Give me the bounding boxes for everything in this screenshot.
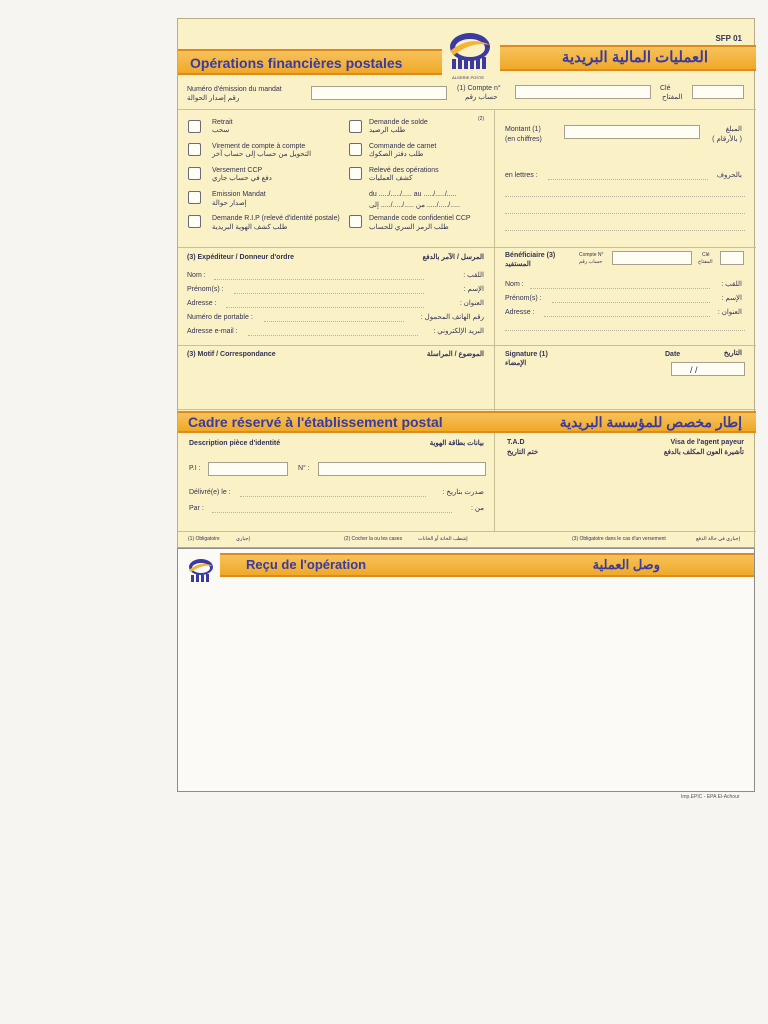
option-commande-carnet: Commande de carnet [369, 143, 437, 150]
option-versement: Versement CCP [212, 167, 263, 174]
compte-label-ar: حساب رقم [465, 94, 498, 101]
exp-adresse-label-ar: العنوان : [459, 300, 484, 307]
option-code-confidentiel: Demande code confidentiel CCP [369, 215, 471, 222]
montant-chiffres-field[interactable] [564, 125, 700, 139]
ben-cle-label-ar: المفتاح [698, 259, 713, 265]
footnote-3-ar: إجباري في حالة الدفع [696, 536, 740, 542]
option-demande-solde-ar: طلب الرصيد [369, 127, 406, 134]
exp-prenom-field[interactable] [234, 293, 424, 294]
ben-adresse-label-ar: العنوان : [717, 309, 742, 316]
mandat-number-label-ar: رقم إصدار الحوالة [187, 95, 240, 102]
receipt-band [220, 553, 754, 577]
footnote-2-ar: إشطب الخانة أو الخانات [418, 536, 468, 542]
signature-label-ar: الإمضاء [505, 360, 527, 367]
operations-note: (2) [478, 116, 485, 122]
montant-label-2: (en chiffres) [505, 136, 542, 143]
receipt-title-ar: وصل العملية [592, 557, 660, 572]
vertical-divider [494, 433, 495, 531]
visa-area[interactable] [618, 461, 746, 525]
date-field[interactable] [671, 362, 745, 376]
pi-field[interactable] [208, 462, 288, 476]
signature-label: Signature (1) [505, 351, 548, 358]
ben-compte-label: Compte N° [579, 252, 604, 258]
par-label-ar: من : [471, 505, 484, 512]
checkbox-emission-mandat[interactable] [188, 191, 201, 204]
option-demande-rip: Demande R.I.P (relevé d'identité postale) [212, 215, 340, 222]
imprint-text: Imp.EPIC - EPA El-Achour [681, 794, 740, 800]
exp-prenom-label: Prénom(s) : [187, 286, 224, 293]
option-demande-rip-ar: طلب كشف الهوية البريدية [212, 224, 288, 231]
vertical-divider [494, 109, 495, 247]
vertical-divider [494, 247, 495, 411]
header-band-right [500, 45, 756, 71]
desc-piece-label: Description pièce d'identité [189, 440, 281, 447]
cle-label-ar: المفتاح [662, 94, 683, 101]
mandat-number-label: Numéro d'émission du mandat [187, 86, 282, 93]
ben-prenom-field[interactable] [552, 302, 710, 303]
option-demande-solde: Demande de solde [369, 119, 428, 126]
checkbox-versement[interactable] [188, 167, 201, 180]
montant-label-ar: المبلغ [725, 126, 742, 133]
montant-label: Montant (1) [505, 126, 541, 133]
checkbox-demande-solde[interactable] [349, 120, 362, 133]
tad-label-ar: ختم التاريخ [507, 449, 539, 456]
option-commande-carnet-ar: طلب دفتر الصكوك [369, 151, 424, 158]
ben-prenom-label-ar: الإسم : [721, 295, 742, 302]
ben-compte-label-ar: حساب رقم [579, 259, 603, 265]
desc-piece-label-ar: بيانات بطاقة الهوية [429, 440, 484, 447]
beneficiaire-title: Bénéficiaire (3) [505, 252, 556, 259]
compte-label: (1) Compte n° [457, 85, 501, 92]
exp-portable-label: Numéro de portable : [187, 314, 253, 321]
beneficiaire-title-ar: المستفيد [505, 261, 531, 268]
ben-cle-field[interactable] [720, 251, 744, 265]
mandat-number-field[interactable] [311, 86, 447, 100]
header-band-left [178, 49, 442, 75]
ben-nom-field[interactable] [530, 288, 710, 289]
pi-number-field[interactable] [318, 462, 486, 476]
checkbox-releve-operations[interactable] [349, 167, 362, 180]
ben-prenom-label: Prénom(s) : [505, 295, 542, 302]
checkbox-virement[interactable] [188, 143, 201, 156]
footnote-2: (2) Cocher la ou les cases [344, 536, 403, 542]
exp-nom-field[interactable] [214, 279, 424, 280]
exp-nom-label: Nom : [187, 272, 206, 279]
cadre-title-ar: إطار مخصص للمؤسسة البريدية [559, 414, 742, 430]
date-label: Date [665, 351, 681, 358]
exp-prenom-label-ar: الإسم : [463, 286, 484, 293]
date-slashes: / / [690, 365, 698, 375]
postal-form [177, 18, 755, 548]
ben-nom-label-ar: اللقب : [721, 281, 742, 288]
motif-title: (3) Motif / Correspondance [187, 351, 276, 358]
exp-email-label: Adresse e-mail : [187, 328, 238, 335]
ben-compte-field[interactable] [612, 251, 692, 265]
lettres-line-2[interactable] [505, 196, 745, 197]
montant-lettres-label: en lettres : [505, 172, 538, 179]
lettres-line-1[interactable] [548, 179, 708, 180]
receipt-section [177, 548, 755, 792]
option-releve-operations-ar: كشف العمليات [369, 175, 413, 182]
option-emission-mandat: Emission Mandat [212, 191, 266, 198]
exp-email-label-ar: البريد الإلكتروني : [433, 328, 484, 335]
option-retrait: Retrait [212, 119, 233, 126]
pi-label: P.I : [189, 465, 201, 472]
par-label: Par : [189, 505, 204, 512]
divider [178, 247, 756, 248]
ben-adresse-label: Adresse : [505, 309, 535, 316]
checkbox-commande-carnet[interactable] [349, 143, 362, 156]
divider [178, 409, 756, 410]
receipt-title: Reçu de l'opération [246, 557, 367, 572]
footnote-3: (3) Obligatoire dans le cas d'un versement [572, 536, 666, 542]
checkbox-code-confidentiel[interactable] [349, 215, 362, 228]
receipt-content-area [182, 583, 750, 787]
exp-adresse-label: Adresse : [187, 300, 217, 307]
period-from-to: du ...../...../..... au ...../...../..... [369, 191, 457, 198]
tad-stamp-area[interactable] [507, 461, 597, 525]
option-emission-mandat-ar: إصدار حوالة [212, 200, 247, 207]
footnote-1-ar: إجباري [236, 536, 250, 542]
delivree-label: Délivré(e) le : [189, 489, 231, 496]
cadre-title: Cadre réservé à l'établissement postal [188, 414, 443, 430]
algerie-poste-logo [442, 27, 498, 83]
exp-nom-label-ar: اللقب : [463, 272, 484, 279]
cle-label: Clé [660, 85, 671, 92]
num-label: N° : [298, 465, 310, 472]
ben-nom-label: Nom : [505, 281, 524, 288]
compte-field[interactable] [515, 85, 651, 99]
divider [178, 345, 756, 346]
cle-field[interactable] [692, 85, 744, 99]
ben-adresse-line-2[interactable] [505, 330, 745, 331]
visa-label-ar: تأشيرة العون المكلف بالدفع [663, 449, 744, 456]
option-versement-ar: دفع في حساب جاري [212, 175, 272, 182]
motif-field[interactable] [187, 363, 485, 405]
option-releve-operations: Relevé des opérations [369, 167, 439, 174]
exp-adresse-field[interactable] [226, 307, 424, 308]
divider [178, 109, 756, 110]
divider [178, 531, 756, 532]
montant-label-ar-2: ( بالأرقام ) [712, 136, 742, 143]
form-code: SFP 01 [715, 34, 742, 43]
option-virement: Virement de compte à compte [212, 143, 306, 150]
ben-adresse-field[interactable] [544, 316, 710, 317]
title-fr: Opérations financières postales [190, 55, 403, 71]
period-from-to-ar: من ...../...../..... إلى ...../...../..... [369, 202, 460, 209]
delivree-label-ar: صدرت بتاريخ : [442, 489, 484, 496]
tad-label: T.A.D [507, 439, 525, 446]
date-label-ar: التاريخ [723, 350, 742, 357]
option-virement-ar: التحويل من حساب إلى حساب آخر [212, 151, 312, 158]
signature-field[interactable] [505, 371, 645, 405]
option-code-confidentiel-ar: طلب الرمز السري للحساب [369, 224, 449, 231]
visa-label: Visa de l'agent payeur [670, 439, 744, 446]
ben-cle-label: Clé [702, 252, 710, 258]
par-field[interactable] [212, 512, 452, 513]
option-retrait-ar: سحب [212, 127, 230, 134]
logo-caption: ALGERIE POSTE [452, 75, 485, 80]
checkbox-retrait[interactable] [188, 120, 201, 133]
title-ar: العمليات المالية البريدية [561, 49, 708, 66]
expediteur-title-ar: المرسل / الآمر بالدفع [422, 254, 484, 261]
footnote-1: (1) Obligatoire [188, 536, 220, 542]
checkbox-demande-rip[interactable] [188, 215, 201, 228]
motif-title-ar: الموضوع / المراسلة [426, 351, 484, 358]
lettres-line-4[interactable] [505, 230, 745, 231]
lettres-line-3[interactable] [505, 213, 745, 214]
exp-portable-label-ar: رقم الهاتف المحمول : [420, 314, 484, 321]
montant-lettres-label-ar: بالحروف [716, 172, 742, 179]
expediteur-title: (3) Expéditeur / Donneur d'ordre [187, 254, 295, 261]
cadre-band [178, 411, 756, 433]
